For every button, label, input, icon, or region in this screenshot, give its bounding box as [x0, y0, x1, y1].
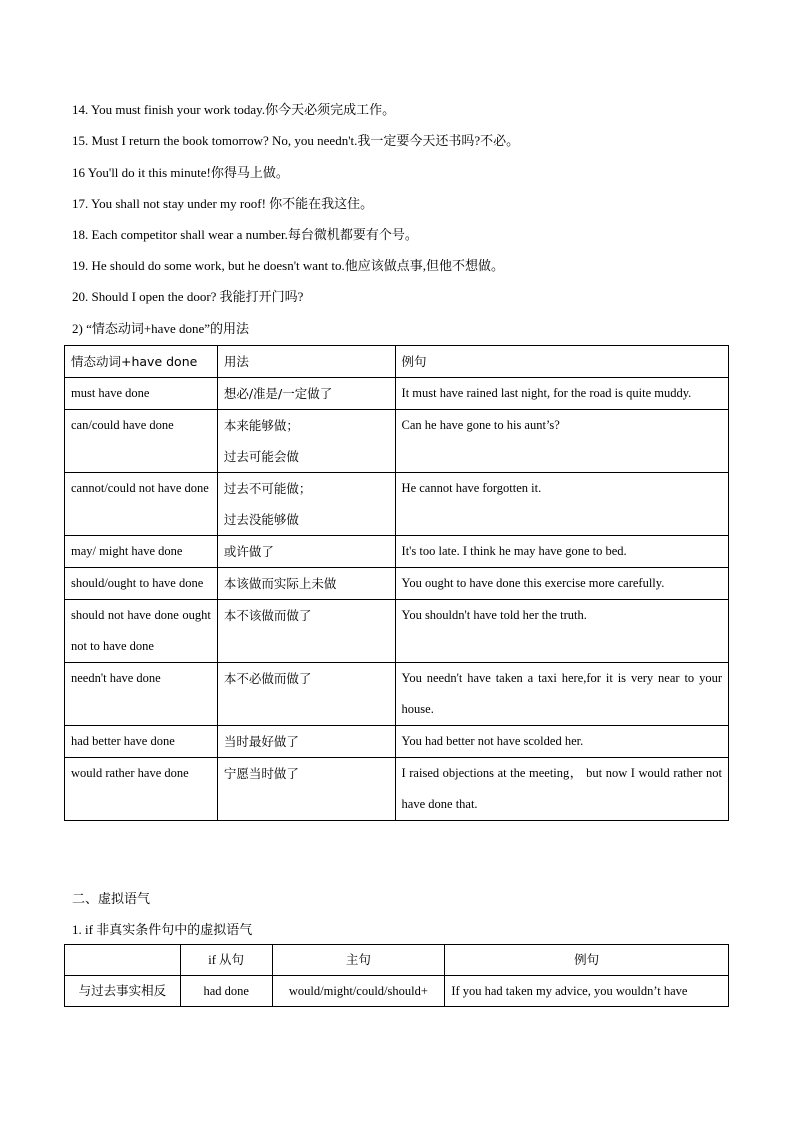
cell-usage: 本该做而实际上未做 [217, 568, 395, 600]
cell-form: may/ might have done [65, 536, 218, 568]
table-row [65, 568, 729, 600]
table-header-row [65, 945, 729, 976]
sentence-20: 20. Should I open the door? 我能打开门吗? [72, 289, 304, 304]
cell-usage: 本来能够做； 过去可能会做 [217, 410, 395, 473]
header-example: 例句 [445, 945, 729, 976]
header-main-clause: 主句 [272, 945, 445, 976]
cell-usage: 本不该做而做了 [217, 600, 395, 663]
sentence-14: 14. You must finish your work today.你今天必须完成工作。 [72, 102, 396, 117]
cell-form: needn't have done [65, 663, 218, 726]
table-row [65, 410, 729, 473]
cell-example: I raised objections at the meeting， but now I would rather not have done that. [395, 758, 728, 821]
cell-example: Can he have gone to his aunt’s? [395, 410, 728, 473]
row-example: If you had taken my advice, you wouldn’t have [445, 976, 729, 1007]
cell-usage: 想必/准是/一定做了 [217, 378, 395, 410]
cell-usage: 宁愿当时做了 [217, 758, 395, 821]
cell-form: can/could have done [65, 410, 218, 473]
header-blank [65, 945, 181, 976]
cell-usage: 或许做了 [217, 536, 395, 568]
header-example: 例句 [395, 346, 728, 378]
cell-usage: 过去不可能做； 过去没能够做 [217, 473, 395, 536]
sentence-15: 15. Must I return the book tomorrow? No, you needn't.我一定要今天还书吗?不必。 [72, 133, 520, 148]
header-usage: 用法 [217, 346, 395, 378]
cell-example: You needn't have taken a taxi here,for it is very near to your house. [395, 663, 728, 726]
header-form: 情态动词+have done [65, 346, 218, 378]
table-row [65, 663, 729, 726]
cell-form: had better have done [65, 726, 218, 758]
cell-example: You had better not have scolded her. [395, 726, 728, 758]
table-header-row [65, 346, 729, 378]
row-label: 与过去事实相反 [65, 976, 181, 1007]
modal-have-done-table [64, 345, 729, 821]
cell-example: He cannot have forgotten it. [395, 473, 728, 536]
cell-form: must have done [65, 378, 218, 410]
sentence-17: 17. You shall not stay under my roof! 你不能在我这住。 [72, 196, 374, 211]
header-if-clause: if 从句 [180, 945, 272, 976]
table-row [65, 976, 729, 1007]
cell-form: should/ought to have done [65, 568, 218, 600]
cell-example: You ought to have done this exercise more carefully. [395, 568, 728, 600]
table-row [65, 473, 729, 536]
cell-form: would rather have done [65, 758, 218, 821]
subjunctive-table [64, 944, 729, 1007]
cell-usage: 当时最好做了 [217, 726, 395, 758]
cell-example: You shouldn't have told her the truth. [395, 600, 728, 663]
cell-form: cannot/could not have done [65, 473, 218, 536]
table-row [65, 378, 729, 410]
section-heading-modal-have-done: 2) “情态动词+have done”的用法 [72, 321, 250, 336]
sentence-16: 16 You'll do it this minute!你得马上做。 [72, 165, 289, 180]
cell-form: should not have done ought not to have done [65, 600, 218, 663]
table-row [65, 726, 729, 758]
subheading-if-clause: 1. if 非真实条件句中的虚拟语气 [72, 922, 253, 937]
sentence-18: 18. Each competitor shall wear a number.每台微机都要有个号。 [72, 227, 418, 242]
cell-example: It's too late. I think he may have gone to bed. [395, 536, 728, 568]
part-heading-subjunctive: 二、虚拟语气 [72, 891, 151, 906]
sentence-19: 19. He should do some work, but he doesn't want to.他应该做点事,但他不想做。 [72, 258, 505, 273]
table-row [65, 600, 729, 663]
row-main-clause: would/might/could/should+ [272, 976, 445, 1007]
table-row [65, 758, 729, 821]
table-row [65, 536, 729, 568]
row-if-clause: had done [180, 976, 272, 1007]
cell-usage: 本不必做而做了 [217, 663, 395, 726]
cell-example: It must have rained last night, for the road is quite muddy. [395, 378, 728, 410]
